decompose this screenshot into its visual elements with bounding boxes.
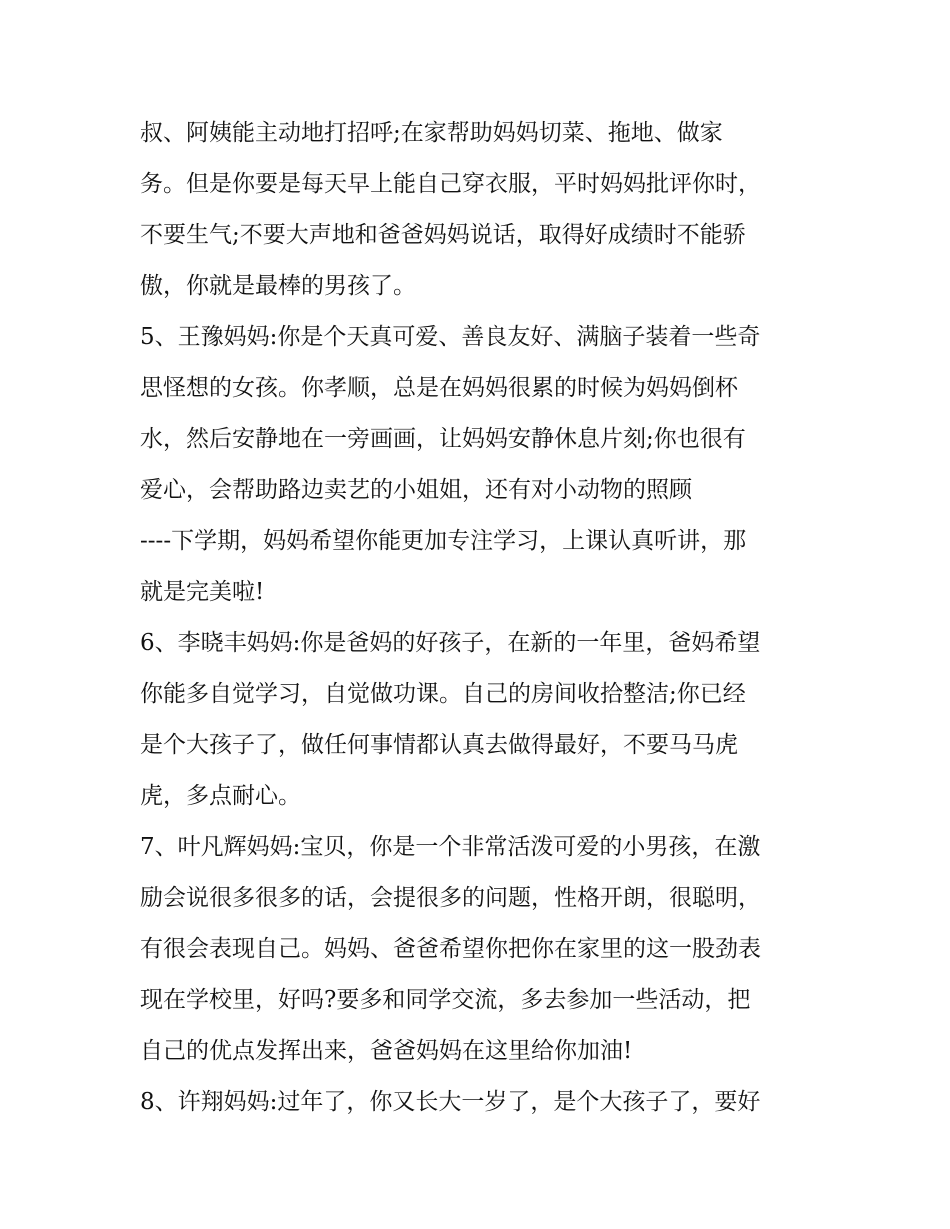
text-line: 傲，你就是最棒的男孩了。 [140,273,416,299]
text-line: 水，然后安静地在一旁画画，让妈妈安静休息片刻;你也很有 [140,426,746,452]
text-line: 你能多自觉学习，自觉做功课。自己的房间收拾整洁;你已经 [140,681,746,707]
text-line: 5、王豫妈妈:你是个天真可爱、善良友好、满脑子装着一些奇 [140,324,761,350]
text-line: 虎，多点耐心。 [140,783,301,809]
text-line: 务。但是你要是每天早上能自己穿衣服，平时妈妈批评你时， [140,171,761,197]
text-line: 就是完美啦! [140,579,265,605]
document-body [140,108,830,1128]
text-line: 励会说很多很多的话，会提很多的问题，性格开朗，很聪明， [140,885,761,911]
text-line: 8、许翔妈妈:过年了，你又长大一岁了，是个大孩子了，要好 [140,1089,761,1115]
text-line: 是个大孩子了，做任何事情都认真去做得最好，不要马马虎 [140,732,738,758]
text-line: 爱心，会帮助路边卖艺的小姐姐，还有对小动物的照顾 [140,477,692,503]
text-line: 自己的优点发挥出来，爸爸妈妈在这里给你加油! [140,1038,633,1064]
text-line: 现在学校里，好吗?要多和同学交流，多去参加一些活动，把 [140,987,751,1013]
text-line: 6、李晓丰妈妈:你是爸妈的好孩子，在新的一年里，爸妈希望 [140,630,761,656]
text-line: 7、叶凡辉妈妈:宝贝，你是一个非常活泼可爱的小男孩，在激 [140,834,761,860]
text-line: 有很会表现自己。妈妈、爸爸希望你把你在家里的这一股劲表 [140,936,761,962]
text-line: 叔、阿姨能主动地打招呼;在家帮助妈妈切菜、拖地、做家 [140,120,723,146]
text-line: 不要生气;不要大声地和爸爸妈妈说话，取得好成绩时不能骄 [140,222,746,248]
text-line: ----下学期，妈妈希望你能更加专注学习，上课认真听讲，那 [140,528,747,554]
text-line: 思怪想的女孩。你孝顺，总是在妈妈很累的时候为妈妈倒杯 [140,375,738,401]
